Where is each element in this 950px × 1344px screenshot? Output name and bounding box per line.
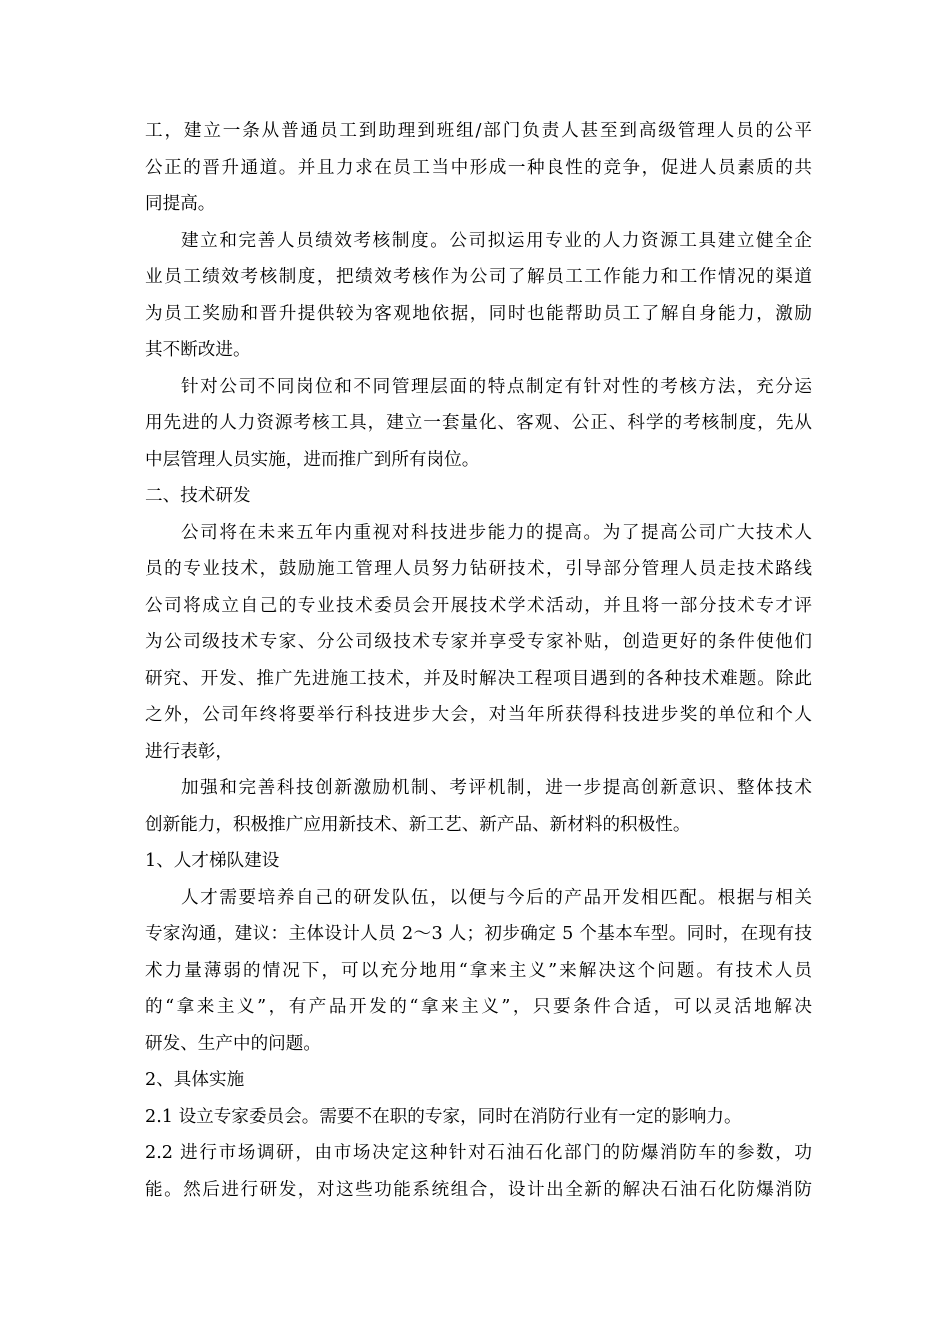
text-line: 专家沟通，建议：主体设计人员 2～3 人；初步确定 5 个基本车型。同时，在现有技 xyxy=(145,924,812,944)
paragraph-first-line: 人才需要培养自己的研发队伍，以便与今后的产品开发相匹配。根据与相关 xyxy=(181,887,812,908)
paragraph-first-line: 加强和完善科技创新激励机制、考评机制，进一步提高创新意识、整体技术 xyxy=(181,778,812,798)
text-line: 公正的晋升通道。并且力求在员工当中形成一种良性的竞争，促进人员素质的共 xyxy=(145,157,812,178)
document-page xyxy=(145,113,812,1208)
text-line: 其不断改进。 xyxy=(145,340,251,360)
text-line: 中层管理人员实施，进而推广到所有岗位。 xyxy=(145,449,480,470)
text-line: 同提高。 xyxy=(145,194,216,214)
section-heading: 二、技术研发 xyxy=(145,486,251,506)
text-line: 研发、生产中的问题。 xyxy=(145,1033,321,1054)
list-item: 2.1 设立专家委员会。需要不在职的专家，同时在消防行业有一定的影响力。 xyxy=(145,1106,742,1127)
text-line: 工，建立一条从普通员工到助理到班组/部门负责人甚至到高级管理人员的公平 xyxy=(145,121,812,141)
section-heading: 2、具体实施 xyxy=(145,1070,245,1090)
section-heading: 1、人才梯队建设 xyxy=(145,851,280,871)
text-line: 能。然后进行研发，对这些功能系统组合，设计出全新的解决石油石化防爆消防 xyxy=(145,1179,812,1200)
text-line: 公司将成立自己的专业技术委员会开展技术学术活动，并且将一部分技术专才评 xyxy=(145,595,812,616)
text-line: 用先进的人力资源考核工具，建立一套量化、客观、公正、科学的考核制度，先从 xyxy=(145,413,812,433)
paragraph-first-line: 针对公司不同岗位和不同管理层面的特点制定有针对性的考核方法，充分运 xyxy=(181,376,812,397)
paragraph-first-line: 公司将在未来五年内重视对科技进步能力的提高。为了提高公司广大技术人 xyxy=(181,522,812,543)
text-line: 业员工绩效考核制度，把绩效考核作为公司了解员工工作能力和工作情况的渠道 xyxy=(145,267,812,287)
text-line: 进行表彰， xyxy=(145,741,233,762)
text-line: 为员工奖励和晋升提供较为客观地依据，同时也能帮助员工了解自身能力，激励 xyxy=(145,303,812,324)
text-line: 术力量薄弱的情况下，可以充分地用“拿来主义”来解决这个问题。有技术人员 xyxy=(145,960,812,981)
text-line: 为公司级技术专家、分公司级技术专家并享受专家补贴，创造更好的条件使他们 xyxy=(145,632,812,652)
text-line: 之外，公司年终将要举行科技进步大会，对当年所获得科技进步奖的单位和个人 xyxy=(145,705,812,725)
text-line: 的“拿来主义”，有产品开发的“拿来主义”，只要条件合适，可以灵活地解决 xyxy=(145,997,812,1017)
text-line: 创新能力，积极推广应用新技术、新工艺、新产品、新材料的积极性。 xyxy=(145,814,691,835)
text-line: 研究、开发、推广先进施工技术，并及时解决工程项目遇到的各种技术难题。除此 xyxy=(145,668,812,689)
paragraph-first-line: 建立和完善人员绩效考核制度。公司拟运用专业的人力资源工具建立健全企 xyxy=(181,230,812,251)
list-item: 2.2 进行市场调研，由市场决定这种针对石油石化部门的防爆消防车的参数，功 xyxy=(145,1143,812,1163)
text-line: 员的专业技术，鼓励施工管理人员努力钻研技术，引导部分管理人员走技术路线 xyxy=(145,559,812,579)
